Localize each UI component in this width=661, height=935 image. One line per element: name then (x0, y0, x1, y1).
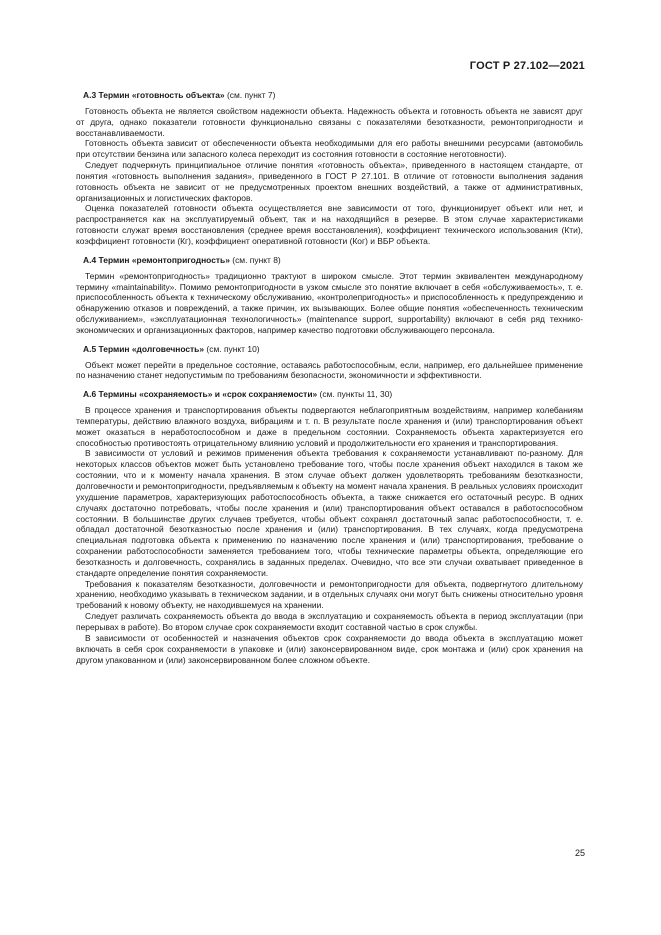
section-title-a6 (76, 389, 583, 400)
paragraph: В процессе хранения и транспортирования объекты подвергаются неблагоприятным воздействиям, например колебаниям температуры, действию влажного воздуха, вибрациям и т. п. В результате после хранения и (или) транспортирования объект может оказаться в неработоспособном и даже в предельном состоянии. Сохраняемость объекта характеризуется его способностью противостоять отрицательному влиянию условий и продолжительности его хранения и транспортирования. (76, 405, 583, 448)
page-number: 25 (574, 848, 585, 858)
section-heading: А.4 Термин «ремонтопригодность» (83, 254, 230, 265)
paragraph: Готовность объекта зависит от обеспеченности объекта необходимыми для его работы внешними ресурсами (автомобиль при отсутствии бензина или запасного колеса переходит из состояния готовности в состояние неготовности). (76, 138, 583, 160)
paragraph: Готовность объекта не является свойством надежности объекта. Надежность объекта и готовность объекта не зависят друг от друга, однако показатели готовности функционально связаны с показателями безотказности, ремонтопригодности и восстанавливаемости. (76, 105, 583, 138)
paragraph: Термин «ремонтопригодность» традиционно трактуют в широком смысле. Этот термин эквивалентен международному термину «maintainability». Помимо ремонтопригодности в узком смысле это понятие включает в себя «обслуживаемость», т. е. приспособленность объекта к техническому обслуживанию, «контролепригодность» и приспособленность к предупреждению и обнаружению отказов и повреждений, а также причин, их вызывающих. Более общие понятия «обеспеченность техническим обслуживанием», «эксплуатационная технологичность» (maintenance support, supportability) включают в себя ряд технико-экономических и организационных факторов, например качество подготовки обслуживающего персонала. (76, 270, 583, 335)
paragraph: В зависимости от особенностей и назначения объектов срок сохраняемости до ввода объекта в эксплуатацию может включать в себя срок сохраняемости в упаковке и (или) законсервированном виде, срок монтажа и (или) срок хранения на другом упакованном и (или) законсервированном более сложном объекте. (76, 632, 583, 665)
paragraph: Объект может перейти в предельное состояние, оставаясь работоспособным, если, например, его дальнейшее применение по назначению станет недопустимым по требованиям безопасности, экономичности и эффективности. (76, 359, 583, 381)
section-title-a4 (76, 255, 583, 266)
section-ref: (см. пункт 10) (204, 343, 260, 354)
paragraph: Требования к показателям безотказности, долговечности и ремонтопригодности для объекта, подвергнутого длительному хранению, необходимо указывать в техническом задании, и в отдельных случаях они могут быть снижены относительно уровня требований к новому объекту, не находившемуся на хранении. (76, 578, 583, 611)
section-title-a5 (76, 344, 583, 355)
section-heading: А.6 Термины «сохраняемость» и «срок сохраняемости» (83, 389, 318, 400)
paragraph: Оценка показателей готовности объекта осуществляется вне зависимости от того, функционирует объект или нет, и распространяется как на эксплуатируемый объект, так и на находящийся в резерве. В этом случае характеристиками готовности служат время восстановления (среднее время восстановления), коэффициент технического использования (Кти), коэффициент готовности (Кг), коэффициент оперативной готовности (Ког) и ВБР объекта. (76, 203, 583, 246)
section-heading: А.5 Термин «долговечность» (83, 343, 205, 354)
paragraph: В зависимости от условий и режимов применения объекта требования к сохраняемости устанавливают по-разному. Для некоторых классов объектов может быть установлено требование того, чтобы после хранения объект находился в таком же состоянии, что и к моменту начала хранения. В этом случае объект должен удовлетворять требованиям безотказности, долговечности и ремонтопригодности, предъявляемым к объекту на момент начала хранения. В реальных условиях происходит ухудшение параметров, характеризующих работоспособность объекта, а также снижается его остаточный ресурс. В одних случаях достаточно потребовать, чтобы после хранения и (или) транспортирования объект оставался в работоспособном состоянии. В большинстве других случаев требуется, чтобы объект сохранял достаточный запас работоспособности, т. е. обладал достаточной безотказностью после хранения и (или) транспортирования. В тех случаях, когда предусмотрена специальная подготовка объекта к применению по назначению после хранения и (или) транспортирования, требование о сохранении работоспособности заменяется требованием того, чтобы технические параметры объекта, определяющие его безотказность и долговечность, сохранялись в заданных пределах. Очевидно, что все эти случаи охватывает приведенное в стандарте определение понятия сохраняемости. (76, 448, 583, 578)
section-title-a3 (76, 90, 583, 101)
section-heading: А.3 Термин «готовность объекта» (83, 90, 225, 100)
page-header: ГОСТ Р 27.102—2021 (469, 60, 585, 72)
paragraph: Следует различать сохраняемость объекта до ввода в эксплуатацию и сохраняемость объекта в период эксплуатации (при перерывах в работе). Во втором случае срок сохраняемости входит составной частью в срок службы. (76, 611, 583, 632)
section-ref: (см. пункт 8) (229, 254, 281, 265)
paragraph: Следует подчеркнуть принципиальное отличие понятия «готовность объекта», приведенного в настоящем стандарте, от понятия «готовность выполнения задания», приведенного в ГОСТ Р 27.101. В отличие от готовности выполнения задания готовность объекта не зависит от не предусмотренных проектом внешних воздействий, а также от административных, организационных и логистических факторов. (76, 160, 583, 203)
section-ref: (см. пункт 7) (224, 90, 276, 100)
document-body (76, 90, 583, 665)
section-ref: (см. пункты 11, 30) (317, 389, 393, 400)
